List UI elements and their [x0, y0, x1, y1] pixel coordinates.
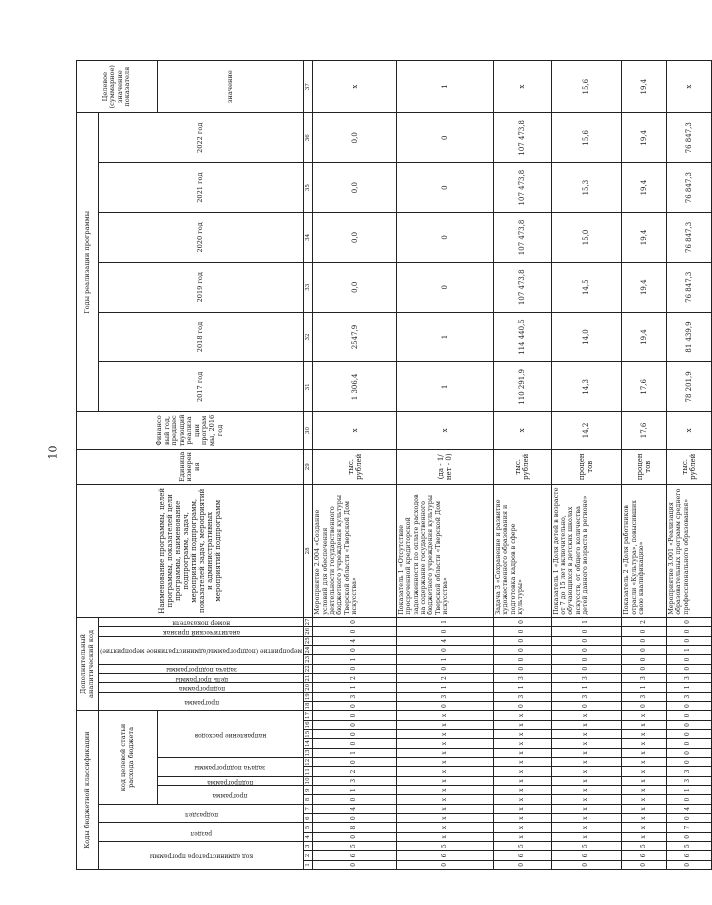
code-cell: x	[622, 832, 667, 841]
code-cell: 6	[313, 851, 397, 860]
code-cell: 3	[666, 776, 711, 785]
code-cell: 0	[666, 860, 711, 869]
code-cell: 4	[313, 804, 397, 813]
code-cell: 2	[622, 617, 667, 626]
column-index: 10	[305, 777, 312, 785]
column-index: 21	[305, 674, 312, 682]
code-cell: 3	[493, 673, 551, 682]
code-cell: x	[551, 739, 622, 748]
year-header-2019: 2019 год	[99, 262, 304, 312]
code-cell: 0	[313, 814, 397, 823]
unit-cell: процентов	[551, 449, 622, 484]
code-cell: 1	[666, 645, 711, 654]
base-year-value: 14,2	[551, 412, 622, 449]
column-index: 8	[304, 795, 313, 804]
code-cell: x	[622, 739, 667, 748]
code-cell: x	[397, 748, 494, 757]
year-value: 15,3	[551, 163, 622, 213]
code-cell: x	[551, 720, 622, 729]
year-value: 14,5	[551, 262, 622, 312]
column-index: 18	[305, 702, 312, 710]
subsection-header: подраздел	[99, 804, 304, 823]
code-cell: 0	[313, 617, 397, 626]
code-cell: x	[493, 776, 551, 785]
code-cell: 0	[622, 701, 667, 710]
year-value: 107 473,8	[493, 213, 551, 263]
code-cell: 0	[493, 617, 551, 626]
table-row	[493, 61, 551, 870]
code-cell: 1	[313, 748, 397, 757]
year-value: 19,4	[622, 262, 667, 312]
year-value: 76 847,3	[666, 113, 711, 163]
code-cell: 0	[551, 860, 622, 869]
code-cell: 6	[397, 851, 494, 860]
code-cell: 1	[666, 683, 711, 692]
code-cell: 5	[666, 842, 711, 851]
column-index: 30	[304, 412, 313, 449]
code-cell: x	[397, 786, 494, 795]
code-cell: 2	[313, 673, 397, 682]
code-cell: 6	[666, 851, 711, 860]
value-header: значение	[157, 61, 303, 113]
code-cell: 5	[493, 842, 551, 851]
code-cell: 3	[622, 673, 667, 682]
code-cell: x	[551, 767, 622, 776]
item-name: Показатель 1 «Отсутствие просроченной кредиторской задолженности по оплате расходов на содержание государственного бюджетного учреждения культуры Тверской области «Тверской Дом искусства»	[397, 484, 494, 617]
code-cell: x	[493, 823, 551, 832]
code-cell: 0	[666, 711, 711, 721]
code-cell: 5	[622, 842, 667, 851]
code-cell: 3	[666, 767, 711, 776]
year-value: 19,4	[622, 163, 667, 213]
code-cell: x	[397, 814, 494, 823]
code-cell: 1	[622, 683, 667, 692]
column-index: 24	[305, 646, 312, 654]
column-index: 29	[304, 449, 313, 484]
year-value: 19,4	[622, 312, 667, 362]
column-index: 15	[305, 730, 312, 738]
code-cell: 0	[666, 664, 711, 673]
year-header-2017: 2017 год	[99, 362, 304, 412]
year-value: 1	[397, 312, 494, 362]
year-value: 0,0	[313, 163, 397, 213]
program-table	[76, 60, 712, 870]
task-subprogram-header: задача подпрограммы	[157, 758, 303, 777]
code-cell: x	[622, 720, 667, 729]
code-cell: 1	[397, 617, 494, 626]
code-cell: 0	[622, 636, 667, 645]
an-sign-header: аналитический признак	[99, 627, 304, 636]
code-cell: x	[551, 823, 622, 832]
code-cell: 3	[313, 692, 397, 701]
base-year-value: x	[493, 412, 551, 449]
code-cell: 0	[313, 860, 397, 869]
code-cell: 0	[666, 655, 711, 664]
code-cell: 0	[493, 655, 551, 664]
code-cell: x	[622, 795, 667, 804]
code-cell: 0	[666, 701, 711, 710]
year-value: 76 847,3	[666, 213, 711, 263]
code-cell: 4	[397, 636, 494, 645]
code-cell: x	[493, 795, 551, 804]
an-event-header: мероприятие (подпрограммы/административное мероприятие)	[99, 636, 304, 664]
code-cell: x	[622, 776, 667, 785]
direction-expense-header: направление расходов	[157, 711, 303, 758]
column-index: 5	[304, 823, 313, 832]
target-value: x	[493, 61, 551, 113]
code-cell: 0	[313, 627, 397, 636]
column-index: 13	[305, 749, 312, 757]
code-cell: 0	[551, 645, 622, 654]
code-cell: 3	[666, 692, 711, 701]
code-cell: 0	[551, 636, 622, 645]
base-year-value: x	[313, 412, 397, 449]
code-cell: x	[622, 758, 667, 767]
code-cell: x	[493, 720, 551, 729]
code-cell: x	[397, 739, 494, 748]
code-cell: x	[622, 786, 667, 795]
column-index: 3	[304, 842, 313, 851]
code-cell: 0	[397, 627, 494, 636]
code-cell: 4	[666, 804, 711, 813]
code-cell: x	[622, 730, 667, 739]
code-cell: 0	[666, 617, 711, 626]
code-cell: 1	[313, 655, 397, 664]
code-cell: 0	[666, 739, 711, 748]
code-cell: 0	[666, 627, 711, 636]
unit-cell: (да - 1/ нет - 0)	[397, 449, 494, 484]
table-body	[313, 61, 711, 870]
code-cell: 0	[493, 636, 551, 645]
code-cell: x	[551, 804, 622, 813]
year-value: 2547,9	[313, 312, 397, 362]
year-value: 0,0	[313, 262, 397, 312]
code-cell: 0	[313, 795, 397, 804]
code-cell: 0	[666, 720, 711, 729]
code-cell: 1	[551, 683, 622, 692]
code-cell: x	[493, 758, 551, 767]
code-cell: x	[493, 748, 551, 757]
year-value: 0	[397, 163, 494, 213]
column-index: 1	[304, 860, 313, 869]
column-index: 16	[305, 721, 312, 729]
code-cell: x	[551, 748, 622, 757]
table-row	[622, 61, 667, 870]
year-value: 15,0	[551, 213, 622, 263]
code-cell: 2	[397, 673, 494, 682]
code-cell: 1	[493, 683, 551, 692]
base-year-value: x	[397, 412, 494, 449]
column-index: 7	[304, 804, 313, 813]
code-cell: 0	[666, 832, 711, 841]
code-cell: 0	[313, 701, 397, 710]
column-index: 36	[304, 113, 313, 163]
year-value: 19,4	[622, 213, 667, 263]
column-index: 12	[305, 758, 312, 766]
year-value: 76 847,3	[666, 163, 711, 213]
code-cell: x	[551, 711, 622, 721]
code-cell: x	[397, 795, 494, 804]
code-cell: x	[397, 720, 494, 729]
code-cell: 0	[551, 664, 622, 673]
code-cell: x	[493, 804, 551, 813]
code-cell: 0	[313, 720, 397, 729]
year-value: 107 473,8	[493, 113, 551, 163]
code-cell: 0	[551, 655, 622, 664]
additional-code-header: Дополнительный аналитический код	[77, 617, 99, 710]
column-index: 27	[305, 618, 312, 626]
code-cell: 0	[397, 860, 494, 869]
code-cell: x	[397, 832, 494, 841]
column-index: 11	[305, 768, 312, 776]
code-cell: 0	[666, 748, 711, 757]
target-value-header: Целевое (суммарное) значение показателя	[77, 61, 158, 113]
code-cell: 0	[551, 627, 622, 636]
code-cell: x	[551, 814, 622, 823]
column-index: 2	[304, 851, 313, 860]
code-cell: x	[622, 748, 667, 757]
code-cell: 0	[313, 711, 397, 721]
year-value: 1 306,4	[313, 362, 397, 412]
code-cell: 1	[397, 683, 494, 692]
item-name: Показатель 2 «Доля работников отрасли «Культура», повысивших свою квалификацию»	[622, 484, 667, 617]
code-cell: 2	[313, 767, 397, 776]
target-value: x	[313, 61, 397, 113]
column-index: 6	[304, 814, 313, 823]
code-cell: x	[493, 786, 551, 795]
code-cell: 0	[493, 860, 551, 869]
column-index-row	[304, 61, 313, 870]
code-cell: 0	[666, 636, 711, 645]
year-value: 114 440,5	[493, 312, 551, 362]
code-cell: 0	[493, 701, 551, 710]
column-index: 19	[305, 693, 312, 701]
code-cell: 0	[666, 730, 711, 739]
code-cell: 0	[622, 627, 667, 636]
year-value: 17,6	[622, 362, 667, 412]
code-cell: 1	[313, 786, 397, 795]
base-year-value: 17,6	[622, 412, 667, 449]
code-cell: 3	[313, 776, 397, 785]
code-cell: x	[551, 786, 622, 795]
code-cell: 0	[493, 664, 551, 673]
code-cell: 3	[397, 692, 494, 701]
column-index: 20	[305, 683, 312, 691]
table-row	[666, 61, 711, 870]
subprogram-header: подпрограмма	[157, 776, 303, 785]
code-cell: 3	[622, 692, 667, 701]
code-cell: 0	[666, 814, 711, 823]
column-index: 26	[305, 627, 312, 635]
column-index: 31	[304, 362, 313, 412]
code-cell: 3	[493, 692, 551, 701]
item-name: Показатель 1 «Доля детей в возрасте от 7 до 15 лет включительно, обучающихся в детских школах искусств, от общего количества детей данного возраста в регионе»	[551, 484, 622, 617]
code-cell: x	[493, 814, 551, 823]
section-header: раздел	[99, 823, 304, 842]
year-value: 1	[397, 362, 494, 412]
code-cell: x	[551, 758, 622, 767]
code-cell: x	[622, 814, 667, 823]
table-row	[313, 61, 397, 870]
year-header-2020: 2020 год	[99, 213, 304, 263]
target-value: 19,4	[622, 61, 667, 113]
unit-cell: тыс. рублей	[493, 449, 551, 484]
code-cell: x	[551, 795, 622, 804]
code-cell: 5	[397, 842, 494, 851]
target-value: 15,6	[551, 61, 622, 113]
year-value: 19,4	[622, 113, 667, 163]
budget-codes-header: Коды бюджетной классификации	[77, 711, 99, 870]
column-index: 4	[304, 832, 313, 841]
program-header: программа	[157, 786, 303, 805]
code-cell: x	[551, 776, 622, 785]
code-cell: 3	[551, 692, 622, 701]
code-cell: 6	[622, 851, 667, 860]
code-cell: 0	[622, 655, 667, 664]
code-cell: x	[622, 711, 667, 721]
code-cell: 0	[666, 758, 711, 767]
code-cell: x	[551, 832, 622, 841]
year-value: 0,0	[313, 113, 397, 163]
code-cell: x	[397, 776, 494, 785]
code-cell: x	[397, 767, 494, 776]
code-cell: 0	[313, 645, 397, 654]
code-cell: x	[622, 804, 667, 813]
code-cell: 0	[397, 701, 494, 710]
an-number-header: номер показателя	[99, 617, 304, 626]
year-value: 14,3	[551, 362, 622, 412]
unit-cell: тыс. рублей	[313, 449, 397, 484]
table-row	[397, 61, 494, 870]
code-cell: 1	[397, 655, 494, 664]
year-value: 0	[397, 262, 494, 312]
code-cell: x	[493, 767, 551, 776]
year-header-2021: 2021 год	[99, 163, 304, 213]
an-subprogram-header: подпрограмма	[99, 683, 304, 692]
page-number: 10	[46, 445, 60, 460]
column-index: 17	[305, 711, 312, 719]
code-cell: x	[551, 730, 622, 739]
column-index: 34	[304, 213, 313, 263]
code-cell: 5	[313, 842, 397, 851]
code-cell: x	[493, 739, 551, 748]
years-group-header: Годы реализации программы	[77, 113, 99, 412]
code-cell: 0	[551, 701, 622, 710]
code-cell: 8	[313, 823, 397, 832]
column-index: 22	[305, 665, 312, 673]
code-cell: 4	[313, 636, 397, 645]
code-cell: x	[397, 758, 494, 767]
column-index: 28	[304, 484, 313, 617]
column-index: 37	[304, 61, 313, 113]
code-cell: 0	[313, 832, 397, 841]
column-index: 35	[304, 163, 313, 213]
code-cell: 0	[313, 739, 397, 748]
target-value: x	[666, 61, 711, 113]
an-goal-header: цель программы	[99, 673, 304, 682]
column-index: 25	[305, 637, 312, 645]
code-cell: 6	[493, 851, 551, 860]
code-cell: x	[493, 730, 551, 739]
code-cell: x	[493, 832, 551, 841]
code-cell: 0	[666, 795, 711, 804]
name-column-header: Наименование программы, целей программы, показателей цели программы, наименование подпрограмм, задач, мероприятий подпрограмм, показателей задач, мероприятий и административных мероприятий подпрограмм	[77, 484, 304, 617]
code-cell: 1	[666, 786, 711, 795]
program-table-rotated	[76, 60, 697, 870]
code-cell: 0	[493, 645, 551, 654]
code-cell: 0	[313, 758, 397, 767]
year-value: 0	[397, 113, 494, 163]
code-cell: x	[397, 823, 494, 832]
unit-cell: тыс. рублей	[666, 449, 711, 484]
year-value: 14,0	[551, 312, 622, 362]
year-value: 76 847,3	[666, 262, 711, 312]
code-cell: 5	[551, 842, 622, 851]
code-cell: 0	[622, 860, 667, 869]
code-cell: 0	[313, 730, 397, 739]
code-cell: 0	[397, 645, 494, 654]
year-value: 107 473,8	[493, 163, 551, 213]
year-value: 0,0	[313, 213, 397, 263]
year-value: 110 291,9	[493, 362, 551, 412]
admin-code-header: код администратора программы	[99, 842, 304, 870]
unit-cell: процентов	[622, 449, 667, 484]
year-value: 78 201,9	[666, 362, 711, 412]
an-program-header: программа	[99, 692, 304, 711]
code-cell: 0	[622, 664, 667, 673]
code-cell: x	[397, 730, 494, 739]
column-index: 33	[304, 262, 313, 312]
code-cell: x	[397, 804, 494, 813]
code-cell: 3	[551, 673, 622, 682]
item-name: Задача 3 «Сохранение и развитие художественного образования и подготовка кадров в сфере культуры»	[493, 484, 551, 617]
code-cell: 0	[313, 664, 397, 673]
target-item-header: код целевой статьи расхода бюджета	[99, 711, 158, 805]
code-cell: 6	[551, 851, 622, 860]
year-header-2022: 2022 год	[99, 113, 304, 163]
code-cell: 0	[493, 627, 551, 636]
year-value: 107 473,8	[493, 262, 551, 312]
year-value: 0	[397, 213, 494, 263]
column-index: 32	[304, 312, 313, 362]
column-index: 14	[305, 740, 312, 748]
base-year-value: x	[666, 412, 711, 449]
column-index: 9	[304, 786, 313, 795]
base-year-header: Финансовый год, предшествующий реализации программы, 2016 год	[77, 412, 304, 449]
code-cell: 3	[666, 673, 711, 682]
an-task-header: задача подпрограммы	[99, 664, 304, 673]
code-cell: 1	[313, 683, 397, 692]
code-cell: x	[493, 711, 551, 721]
code-cell: 7	[666, 823, 711, 832]
table-row	[551, 61, 622, 870]
code-cell: x	[622, 823, 667, 832]
target-value: 1	[397, 61, 494, 113]
code-cell: 0	[622, 645, 667, 654]
unit-header: Единица измерения	[77, 449, 304, 484]
code-cell: 0	[397, 664, 494, 673]
item-name: Мероприятие 3.001 «Реализация образовательных программ среднего профессионального образования»	[666, 484, 711, 617]
code-cell: x	[397, 711, 494, 721]
code-cell: x	[622, 767, 667, 776]
year-header-2018: 2018 год	[99, 312, 304, 362]
code-cell: 1	[551, 617, 622, 626]
column-index: 23	[305, 655, 312, 663]
year-value: 81 439,9	[666, 312, 711, 362]
item-name: Мероприятие 2.004 «Создание условий для обеспечения деятельности государственного бюджетного учреждения культуры Тверской области «Тверской Дом искусства»	[313, 484, 397, 617]
year-value: 15,6	[551, 113, 622, 163]
